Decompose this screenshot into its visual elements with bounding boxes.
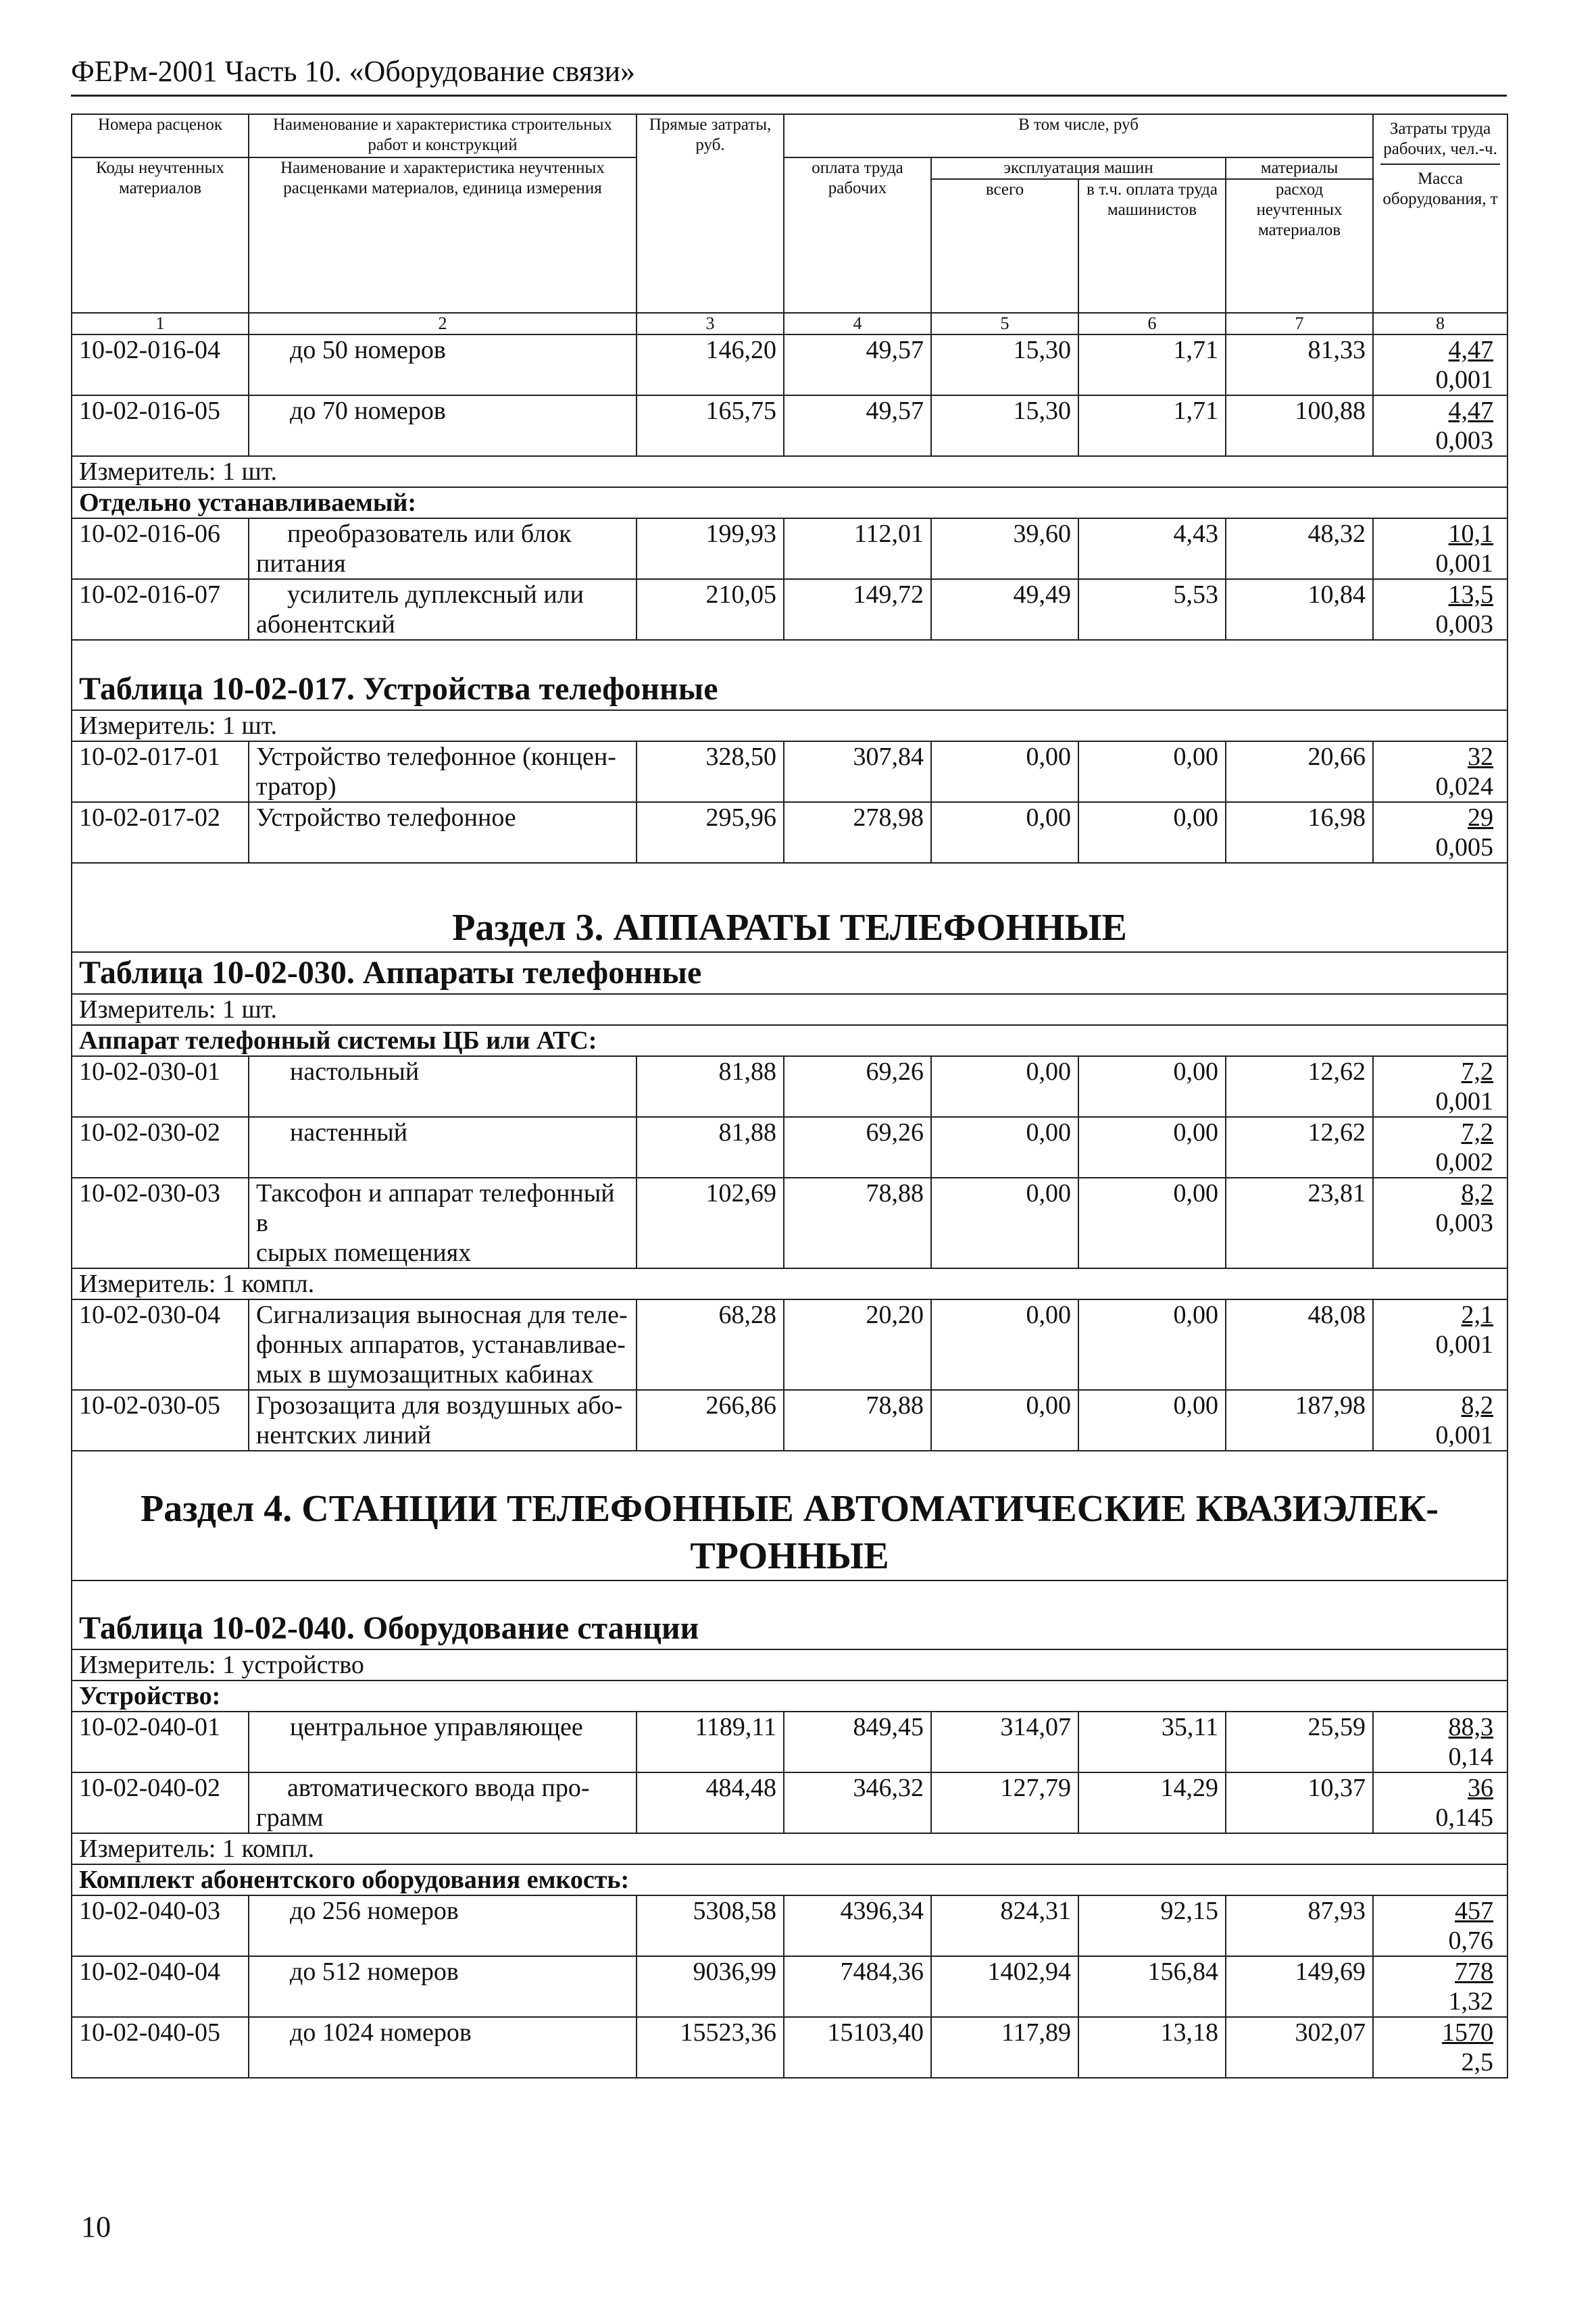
table-row <box>72 579 1507 640</box>
meter-row <box>72 994 1507 1025</box>
labor-and-mass <box>1373 1117 1507 1178</box>
work-name: до 70 номеров <box>249 395 637 456</box>
table-title: Таблица 10-02-040. Оборудование станции <box>72 1580 1507 1649</box>
rate-code: 10-02-040-03 <box>72 1895 249 1956</box>
col1-bottom-header: Коды неучтенных материалов <box>72 157 249 313</box>
table-title-row <box>72 952 1507 994</box>
operator-wages: 13,18 <box>1078 2017 1226 2078</box>
machine-cost: 0,00 <box>931 741 1078 802</box>
equipment-mass: 0,003 <box>1435 610 1494 639</box>
running-header: ФЕРм-2001 Часть 10. «Оборудование связи» <box>71 53 1507 97</box>
labor-hours: 29 <box>1468 803 1494 832</box>
work-name-line: Сигнализация выносная для теле- <box>256 1301 628 1329</box>
column-number: 7 <box>1226 313 1373 334</box>
header-row-1 <box>72 114 1507 157</box>
work-name <box>249 518 637 579</box>
work-name: до 512 номеров <box>249 1956 637 2017</box>
operator-wages: 0,00 <box>1078 802 1226 863</box>
rate-code: 10-02-040-01 <box>72 1712 249 1772</box>
rate-code: 10-02-017-01 <box>72 741 249 802</box>
work-name-line: усилитель дуплексный или <box>287 580 584 609</box>
column-number: 6 <box>1078 313 1226 334</box>
work-name-line: Таксофон и аппарат телефонный в <box>256 1179 615 1237</box>
section-title: Раздел 3. АППАРАТЫ ТЕЛЕФОННЫЕ <box>72 863 1507 952</box>
work-name-line: автоматического ввода про- <box>287 1774 590 1802</box>
labor-and-mass <box>1373 395 1507 456</box>
direct-cost: 295,96 <box>637 802 784 863</box>
price-table <box>71 114 1508 2078</box>
work-name-line: Грозозащита для воздушных або- <box>256 1391 623 1420</box>
direct-cost: 199,93 <box>637 518 784 579</box>
labor-hours: 32 <box>1468 743 1494 771</box>
subheading-row <box>72 487 1507 518</box>
column-number: 5 <box>931 313 1078 334</box>
equipment-mass: 0,001 <box>1435 1087 1494 1116</box>
work-name-line: Устройство телефонное (концен- <box>256 743 616 771</box>
labor-and-mass <box>1373 1956 1507 2017</box>
worker-wages: 15103,40 <box>784 2017 931 2078</box>
materials-cost: 10,37 <box>1226 1772 1373 1833</box>
machine-cost: 0,00 <box>931 1299 1078 1390</box>
meter-row <box>72 1268 1507 1299</box>
rate-code: 10-02-040-02 <box>72 1772 249 1833</box>
meter-row <box>72 456 1507 487</box>
machine-cost: 49,49 <box>931 579 1078 640</box>
materials-cost: 25,59 <box>1226 1712 1373 1772</box>
operator-wages: 4,43 <box>1078 518 1226 579</box>
materials-group-header: материалы <box>1226 157 1373 179</box>
work-name: центральное управляющее <box>249 1712 637 1772</box>
table-row <box>72 518 1507 579</box>
operator-wages: 0,00 <box>1078 741 1226 802</box>
worker-wages: 20,20 <box>784 1299 931 1390</box>
operator-wages: 92,15 <box>1078 1895 1226 1956</box>
labor-and-mass <box>1373 334 1507 395</box>
rate-code: 10-02-030-03 <box>72 1178 249 1268</box>
equipment-mass: 0,003 <box>1435 1209 1494 1237</box>
equipment-mass: 1,32 <box>1448 1987 1494 2016</box>
materials-cost: 48,08 <box>1226 1299 1373 1390</box>
work-name: настольный <box>249 1056 637 1117</box>
worker-wages: 149,72 <box>784 579 931 640</box>
labor-hours: 88,3 <box>1448 1713 1494 1741</box>
work-name-line: преобразователь или блок <box>287 520 572 548</box>
rate-code: 10-02-017-02 <box>72 802 249 863</box>
labor-hours: 4,47 <box>1448 336 1494 364</box>
measurement-unit: Измеритель: 1 шт. <box>72 456 1507 487</box>
labor-and-mass <box>1373 1712 1507 1772</box>
equipment-mass: 0,001 <box>1435 1330 1494 1359</box>
work-name: настенный <box>249 1117 637 1178</box>
labor-hours: 4,47 <box>1448 397 1494 425</box>
labor-and-mass <box>1373 1895 1507 1956</box>
materials-cost: 10,84 <box>1226 579 1373 640</box>
machine-cost: 0,00 <box>931 1390 1078 1451</box>
section-title-row <box>72 1451 1507 1580</box>
materials-cost: 149,69 <box>1226 1956 1373 2017</box>
col1-top-header: Номера расценок <box>72 114 249 157</box>
measurement-unit: Измеритель: 1 шт. <box>72 994 1507 1025</box>
rate-code: 10-02-040-05 <box>72 2017 249 2078</box>
table-row <box>72 1772 1507 1833</box>
work-name <box>249 1178 637 1268</box>
work-name-line: абонентский <box>256 610 395 639</box>
labor-and-mass <box>1373 1299 1507 1390</box>
operator-wages: 35,11 <box>1078 1712 1226 1772</box>
work-name <box>249 741 637 802</box>
direct-cost: 484,48 <box>637 1772 784 1833</box>
direct-cost: 5308,58 <box>637 1895 784 1956</box>
labor-hours: 7,2 <box>1461 1118 1494 1147</box>
meter-row <box>72 710 1507 741</box>
labor-and-mass <box>1373 518 1507 579</box>
group-subheading: Комплект абонентского оборудования емкость: <box>72 1864 1507 1895</box>
materials-cost: 16,98 <box>1226 802 1373 863</box>
machine-cost: 1402,94 <box>931 1956 1078 2017</box>
labor-hours: 778 <box>1455 1958 1494 1986</box>
work-name-line: сырых помещениях <box>256 1239 472 1267</box>
labor-and-mass <box>1373 579 1507 640</box>
col6-header: в т.ч. оплата труда машинистов <box>1078 179 1226 313</box>
meter-row <box>72 1649 1507 1681</box>
work-name <box>249 1390 637 1451</box>
table-row <box>72 1056 1507 1117</box>
column-number: 1 <box>72 313 249 334</box>
labor-hours: 1570 <box>1442 2018 1494 2047</box>
labor-hours: 10,1 <box>1448 520 1494 548</box>
measurement-unit: Измеритель: 1 шт. <box>72 710 1507 741</box>
equipment-mass: 0,001 <box>1435 1421 1494 1449</box>
measurement-unit: Измеритель: 1 компл. <box>72 1268 1507 1299</box>
rate-code: 10-02-016-05 <box>72 395 249 456</box>
operator-wages: 0,00 <box>1078 1390 1226 1451</box>
labor-hours: 8,2 <box>1461 1391 1494 1420</box>
labor-and-mass <box>1373 802 1507 863</box>
equipment-mass: 2,5 <box>1461 2048 1494 2076</box>
machine-cost: 0,00 <box>931 1178 1078 1268</box>
labor-hours: 13,5 <box>1448 580 1494 609</box>
col5-header: всего <box>931 179 1078 313</box>
materials-cost: 12,62 <box>1226 1117 1373 1178</box>
labor-hours: 8,2 <box>1461 1179 1494 1208</box>
labor-and-mass <box>1373 1178 1507 1268</box>
rate-code: 10-02-040-04 <box>72 1956 249 2017</box>
table-title-row <box>72 1580 1507 1649</box>
rate-code: 10-02-016-07 <box>72 579 249 640</box>
table-row <box>72 395 1507 456</box>
table-row <box>72 1390 1507 1451</box>
col2-bottom-header: Наименование и характеристика неучтенных расценками материалов, единица измерения <box>249 157 637 313</box>
worker-wages: 112,01 <box>784 518 931 579</box>
table-title: Таблица 10-02-017. Устройства телефонные <box>72 640 1507 710</box>
direct-cost: 165,75 <box>637 395 784 456</box>
col4-header: оплата труда рабочих <box>784 157 931 313</box>
operator-wages: 0,00 <box>1078 1056 1226 1117</box>
work-name-line: фонных аппаратов, устанавливае- <box>256 1330 626 1359</box>
equipment-mass: 0,145 <box>1435 1803 1494 1832</box>
measurement-unit: Измеритель: 1 компл. <box>72 1833 1507 1864</box>
worker-wages: 69,26 <box>784 1117 931 1178</box>
table-row <box>72 741 1507 802</box>
work-name <box>249 1299 637 1390</box>
rate-code: 10-02-030-05 <box>72 1390 249 1451</box>
group-subheading: Устройство: <box>72 1681 1507 1712</box>
materials-cost: 48,32 <box>1226 518 1373 579</box>
labor-hours: 2,1 <box>1461 1301 1494 1329</box>
materials-cost: 302,07 <box>1226 2017 1373 2078</box>
labor-hours: 7,2 <box>1461 1057 1494 1086</box>
machine-cost: 15,30 <box>931 334 1078 395</box>
operator-wages: 5,53 <box>1078 579 1226 640</box>
rate-code: 10-02-016-06 <box>72 518 249 579</box>
labor-and-mass <box>1373 1390 1507 1451</box>
worker-wages: 4396,34 <box>784 1895 931 1956</box>
materials-cost: 20,66 <box>1226 741 1373 802</box>
worker-wages: 49,57 <box>784 334 931 395</box>
machine-cost: 0,00 <box>931 802 1078 863</box>
table-row <box>72 1117 1507 1178</box>
column-number: 2 <box>249 313 637 334</box>
worker-wages: 346,32 <box>784 1772 931 1833</box>
rate-code: 10-02-030-02 <box>72 1117 249 1178</box>
machine-cost: 15,30 <box>931 395 1078 456</box>
worker-wages: 78,88 <box>784 1178 931 1268</box>
direct-cost: 266,86 <box>637 1390 784 1451</box>
column-number: 8 <box>1373 313 1507 334</box>
machine-cost: 39,60 <box>931 518 1078 579</box>
table-row <box>72 802 1507 863</box>
column-number: 3 <box>637 313 784 334</box>
col7-header: расход неучтенных материалов <box>1226 179 1373 313</box>
col8-header <box>1373 114 1507 313</box>
direct-cost: 1189,11 <box>637 1712 784 1772</box>
machines-group-header: эксплуатация машин <box>931 157 1226 179</box>
operator-wages: 156,84 <box>1078 1956 1226 2017</box>
table-title-row <box>72 640 1507 710</box>
materials-cost: 23,81 <box>1226 1178 1373 1268</box>
column-number: 4 <box>784 313 931 334</box>
operator-wages: 14,29 <box>1078 1772 1226 1833</box>
direct-cost: 102,69 <box>637 1178 784 1268</box>
equipment-mass: 0,001 <box>1435 549 1494 578</box>
meter-row <box>72 1833 1507 1864</box>
subheading-row <box>72 1025 1507 1056</box>
direct-cost: 81,88 <box>637 1117 784 1178</box>
work-name <box>249 1772 637 1833</box>
column-number-row <box>72 313 1507 334</box>
worker-wages: 78,88 <box>784 1390 931 1451</box>
equipment-mass: 0,024 <box>1435 772 1494 801</box>
materials-cost: 12,62 <box>1226 1056 1373 1117</box>
equipment-mass: 0,002 <box>1435 1148 1494 1176</box>
operator-wages: 0,00 <box>1078 1117 1226 1178</box>
labor-and-mass <box>1373 741 1507 802</box>
subheading-row <box>72 1864 1507 1895</box>
direct-cost: 328,50 <box>637 741 784 802</box>
col2-top-header: Наименование и характеристика строительных работ и конструкций <box>249 114 637 157</box>
section-title-line: Раздел 4. СТАНЦИИ ТЕЛЕФОННЫЕ АВТОМАТИЧЕСКИЕ КВАЗИЭЛЕК- <box>140 1488 1439 1530</box>
labor-and-mass <box>1373 2017 1507 2078</box>
equipment-mass: 0,001 <box>1435 366 1494 394</box>
worker-wages: 49,57 <box>784 395 931 456</box>
section-title-line: ТРОННЫЕ <box>690 1535 889 1577</box>
direct-cost: 81,88 <box>637 1056 784 1117</box>
subheading-row <box>72 1681 1507 1712</box>
table-row <box>72 2017 1507 2078</box>
machine-cost: 0,00 <box>931 1117 1078 1178</box>
work-name <box>249 579 637 640</box>
col8-bottom-header: Масса оборудования, т <box>1382 170 1498 208</box>
direct-cost: 9036,99 <box>637 1956 784 2017</box>
work-name-line: тратор) <box>256 772 336 801</box>
table-row <box>72 1299 1507 1390</box>
work-name: до 50 номеров <box>249 334 637 395</box>
work-name-line: грамм <box>256 1803 324 1832</box>
group-subheading: Аппарат телефонный системы ЦБ или АТС: <box>72 1025 1507 1056</box>
header-row-2 <box>72 157 1507 179</box>
machine-cost: 314,07 <box>931 1712 1078 1772</box>
work-name <box>249 802 637 863</box>
work-name: до 256 номеров <box>249 1895 637 1956</box>
table-title: Таблица 10-02-030. Аппараты телефонные <box>72 952 1507 994</box>
operator-wages: 0,00 <box>1078 1299 1226 1390</box>
machine-cost: 117,89 <box>931 2017 1078 2078</box>
table-row <box>72 1895 1507 1956</box>
operator-wages: 1,71 <box>1078 334 1226 395</box>
materials-cost: 187,98 <box>1226 1390 1373 1451</box>
machine-cost: 0,00 <box>931 1056 1078 1117</box>
breakdown-group-header: В том числе, руб <box>784 114 1373 157</box>
equipment-mass: 0,003 <box>1435 426 1494 455</box>
group-subheading: Отдельно устанавливаемый: <box>72 487 1507 518</box>
page-number: 10 <box>81 2210 111 2243</box>
operator-wages: 0,00 <box>1078 1178 1226 1268</box>
direct-cost: 146,20 <box>637 334 784 395</box>
work-name-line: мых в шумозащитных кабинах <box>256 1360 594 1389</box>
materials-cost: 81,33 <box>1226 334 1373 395</box>
materials-cost: 100,88 <box>1226 395 1373 456</box>
direct-cost: 210,05 <box>637 579 784 640</box>
worker-wages: 307,84 <box>784 741 931 802</box>
equipment-mass: 0,005 <box>1435 833 1494 862</box>
section-title-row <box>72 863 1507 952</box>
machine-cost: 127,79 <box>931 1772 1078 1833</box>
labor-and-mass <box>1373 1056 1507 1117</box>
table-row <box>72 334 1507 395</box>
operator-wages: 1,71 <box>1078 395 1226 456</box>
equipment-mass: 0,76 <box>1448 1926 1494 1955</box>
work-name-line: Устройство телефонное <box>256 803 516 832</box>
table-row <box>72 1178 1507 1268</box>
price-table-sheet <box>71 114 1507 2078</box>
rate-code: 10-02-016-04 <box>72 334 249 395</box>
table-row <box>72 1956 1507 2017</box>
rate-code: 10-02-030-04 <box>72 1299 249 1390</box>
direct-cost: 68,28 <box>637 1299 784 1390</box>
labor-hours: 457 <box>1455 1897 1494 1925</box>
machine-cost: 824,31 <box>931 1895 1078 1956</box>
table-row <box>72 1712 1507 1772</box>
rate-code: 10-02-030-01 <box>72 1056 249 1117</box>
col3-header: Прямые затраты, руб. <box>637 114 784 313</box>
labor-and-mass <box>1373 1772 1507 1833</box>
work-name-line: нентских линий <box>256 1421 432 1449</box>
worker-wages: 849,45 <box>784 1712 931 1772</box>
col8-top-header: Затраты труда рабочих, чел.-ч. <box>1380 115 1500 165</box>
worker-wages: 7484,36 <box>784 1956 931 2017</box>
work-name-line: питания <box>256 549 346 578</box>
measurement-unit: Измеритель: 1 устройство <box>72 1649 1507 1681</box>
worker-wages: 278,98 <box>784 802 931 863</box>
equipment-mass: 0,14 <box>1448 1743 1494 1771</box>
worker-wages: 69,26 <box>784 1056 931 1117</box>
materials-cost: 87,93 <box>1226 1895 1373 1956</box>
labor-hours: 36 <box>1468 1774 1494 1802</box>
work-name: до 1024 номеров <box>249 2017 637 2078</box>
section-title <box>72 1451 1507 1580</box>
direct-cost: 15523,36 <box>637 2017 784 2078</box>
